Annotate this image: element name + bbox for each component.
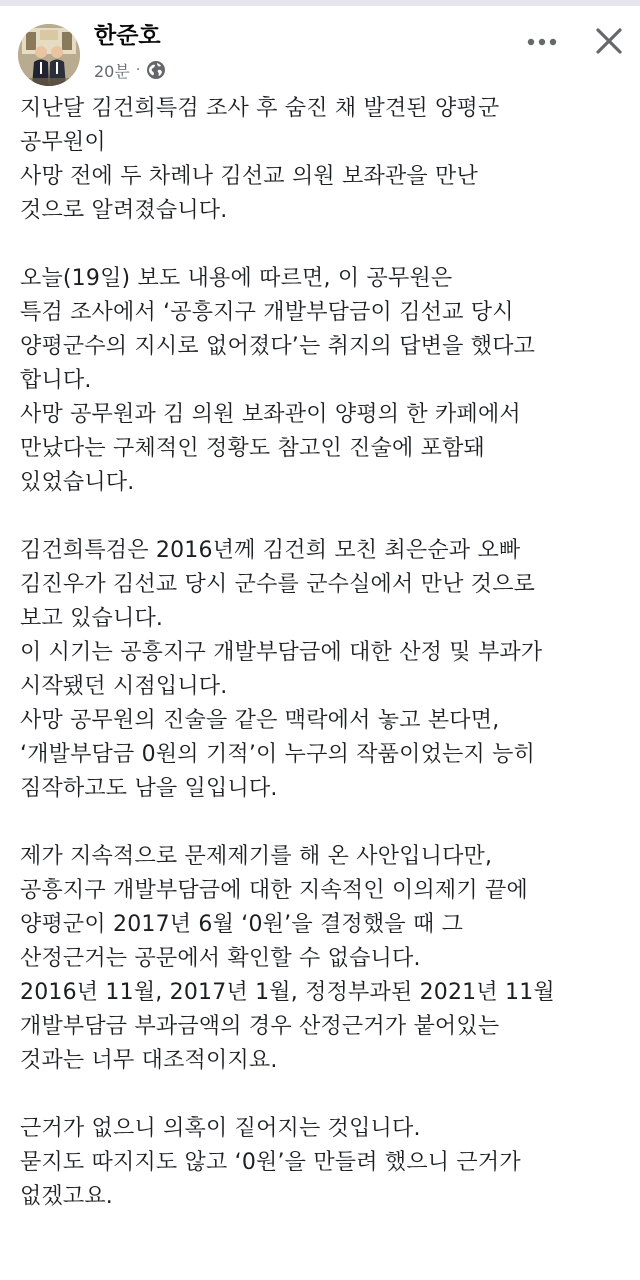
paragraph bbox=[20, 534, 626, 806]
more-horizontal-icon bbox=[527, 38, 557, 46]
text-line: 제가 지속적으로 문제제기를 해 온 사안입니다만, bbox=[20, 844, 493, 869]
paragraph bbox=[20, 92, 626, 228]
text-line: 공무원이 bbox=[20, 130, 106, 155]
text-line: 사망 공무원의 진술을 같은 맥락에서 놓고 본다면, bbox=[20, 708, 500, 733]
text-line: 개발부담금 부과금액의 경우 산정근거가 붙어있는 bbox=[20, 1014, 500, 1039]
text-line: 만났다는 구체적인 정황도 참고인 진술에 포함돼 bbox=[20, 436, 486, 461]
text-line: 공흥지구 개발부담금에 대한 지속적인 이의제기 끝에 bbox=[20, 878, 528, 903]
meta-separator: · bbox=[135, 62, 141, 78]
text-line: 합니다. bbox=[20, 368, 92, 393]
paragraph bbox=[20, 1112, 626, 1214]
text-line: 지난달 김건희특검 조사 후 숨진 채 발견된 양평군 bbox=[20, 96, 500, 121]
text-line: 사망 공무원과 김 의원 보좌관이 양평의 한 카페에서 bbox=[20, 402, 521, 427]
paragraph bbox=[20, 262, 626, 500]
post-time[interactable]: 20분 bbox=[94, 61, 130, 81]
text-line: 오늘(19일) 보도 내용에 따르면, 이 공무원은 bbox=[20, 266, 453, 291]
text-line: 김진우가 김선교 당시 군수를 군수실에서 만난 것으로 bbox=[20, 572, 536, 597]
text-line: 근거가 없으니 의혹이 짙어지는 것입니다. bbox=[20, 1116, 421, 1141]
paragraph bbox=[20, 840, 626, 1078]
text-line: 사망 전에 두 차례나 김선교 의원 보좌관을 만난 bbox=[20, 164, 478, 189]
text-line: 2016년 11월, 2017년 1월, 정정부과된 2021년 11월 bbox=[20, 980, 555, 1005]
text-line: 것과는 너무 대조적이지요. bbox=[20, 1048, 278, 1073]
text-line: 없겠고요. bbox=[20, 1184, 114, 1209]
text-line: ‘개발부담금 0원의 기적’이 누구의 작품이었는지 능히 bbox=[20, 742, 536, 767]
post-meta bbox=[94, 58, 166, 82]
text-line: 것으로 알려졌습니다. bbox=[20, 198, 228, 223]
post-header bbox=[0, 6, 640, 90]
author-name[interactable]: 한준호 bbox=[94, 23, 161, 49]
close-icon bbox=[595, 27, 623, 55]
close-button[interactable] bbox=[586, 18, 632, 64]
text-line: 묻지도 따지지도 않고 ‘0원’을 만들려 했으니 근거가 bbox=[20, 1150, 521, 1175]
avatar[interactable] bbox=[18, 24, 80, 86]
avatar-photo bbox=[18, 24, 80, 86]
text-line: 양평군수의 지시로 없어졌다’는 취지의 답변을 했다고 bbox=[20, 334, 536, 359]
text-line: 이 시기는 공흥지구 개발부담금에 대한 산정 및 부과가 bbox=[20, 640, 543, 665]
text-line: 양평군이 2017년 6월 ‘0원’을 결정했을 때 그 bbox=[20, 912, 464, 937]
text-line: 있었습니다. bbox=[20, 470, 135, 495]
text-line: 시작됐던 시점입니다. bbox=[20, 674, 228, 699]
text-line: 산정근거는 공문에서 확인할 수 없습니다. bbox=[20, 946, 421, 971]
globe-icon[interactable] bbox=[146, 60, 166, 80]
more-options-button[interactable] bbox=[520, 20, 564, 64]
text-line: 김건희특검은 2016년께 김건희 모친 최은순과 오빠 bbox=[20, 538, 521, 563]
text-line: 짐작하고도 남을 일입니다. bbox=[20, 776, 278, 801]
text-line: 특검 조사에서 ‘공흥지구 개발부담금이 김선교 당시 bbox=[20, 300, 514, 325]
post-text bbox=[20, 92, 626, 1248]
text-line: 보고 있습니다. bbox=[20, 606, 164, 631]
